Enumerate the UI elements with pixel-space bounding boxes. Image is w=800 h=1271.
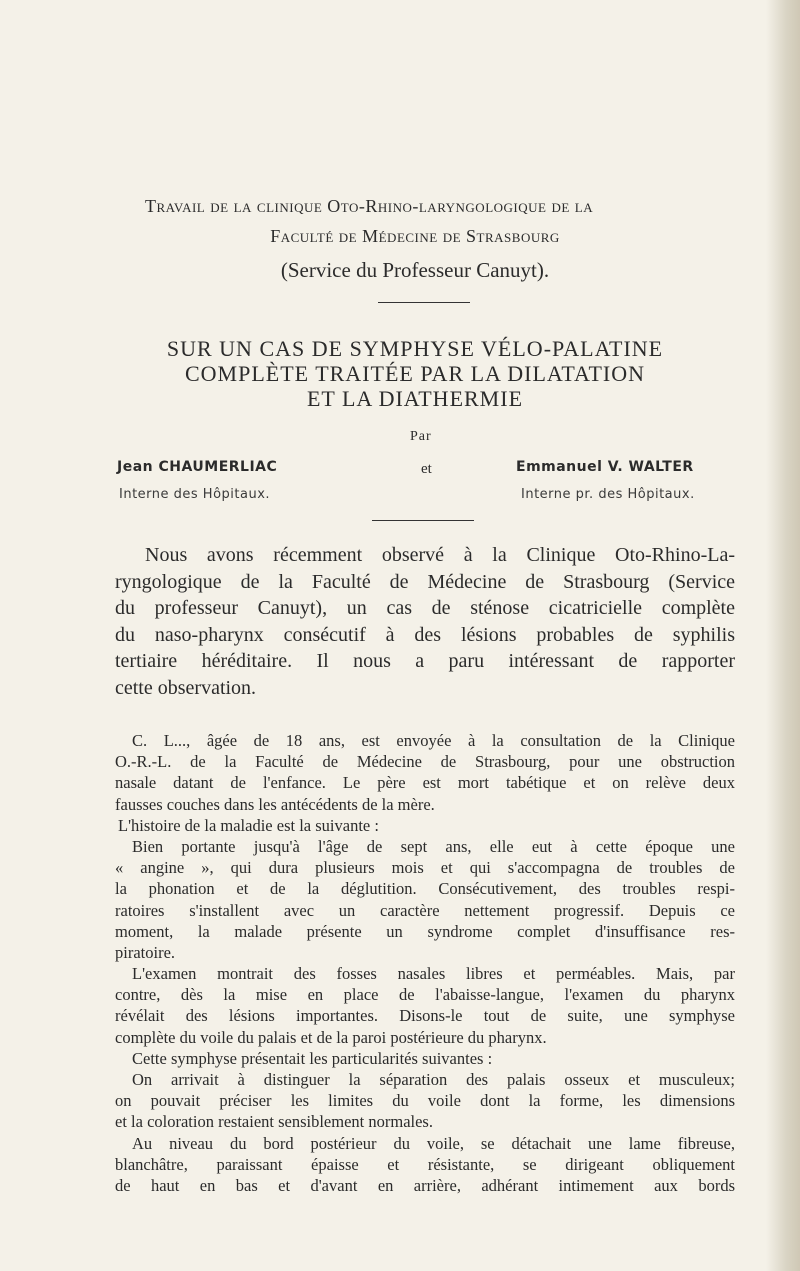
- author1-role: Interne des Hôpitaux.: [119, 487, 271, 502]
- body-line: C. L..., âgée de 18 ans, est envoyée à la consultation de la Clinique: [132, 731, 735, 750]
- body-line: fausses couches dans les antécédents de la mère.: [115, 794, 435, 814]
- divider-rule-bottom: [372, 520, 474, 521]
- author1-name: Jean CHAUMERLIAC: [117, 459, 278, 475]
- header-institution-line1: Travail de la clinique Oto-Rhino-laryngologique de la: [145, 196, 594, 216]
- intro-line: du professeur Canuyt), un cas de sténose cicatricielle complète: [115, 597, 735, 619]
- intro-line: cette observation.: [115, 676, 257, 699]
- article-title-line1: SUR UN CAS DE SYMPHYSE VÉLO-PALATINE: [166, 336, 664, 361]
- body-line: on pouvait préciser les limites du voile dont la forme, les dimensions: [115, 1091, 735, 1111]
- body-line: nasale datant de l'enfance. Le père est mort tabétique et on relève deux: [115, 773, 735, 793]
- intro-line: du naso-pharynx consécutif à des lésions probables de syphilis: [115, 623, 735, 646]
- body-line: Bien portante jusqu'à l'âge de sept ans, elle eut à cette époque une: [132, 836, 735, 856]
- body-line: ratoires s'installent avec un caractère nettement progressif. Depuis ce: [115, 900, 735, 920]
- header-service: (Service du Professeur Canuyt).: [280, 258, 550, 282]
- author2-name: Emmanuel V. WALTER: [516, 459, 694, 475]
- intro-paragraph: [115, 542, 735, 701]
- body-line: Cette symphyse présentait les particularités suivantes :: [132, 1048, 493, 1068]
- byline-et: et: [421, 461, 432, 477]
- page-edge-shadow: [766, 0, 800, 1271]
- body-line: révélait des lésions importantes. Disons-le tout de suite, une symphyse: [115, 1006, 735, 1026]
- body-line: de haut en bas et d'avant en arrière, adhérant intimement aux bords: [115, 1175, 735, 1195]
- observation-text: [115, 730, 735, 1196]
- body-line: L'examen montrait des fosses nasales libres et perméables. Mais, par: [132, 964, 735, 984]
- divider-rule-top: [378, 302, 470, 303]
- body-line: On arrivait à distinguer la séparation des palais osseux et musculeux;: [132, 1070, 735, 1089]
- body-line: O.-R.-L. de la Faculté de Médecine de Strasbourg, pour une obstruction: [115, 752, 735, 772]
- intro-line: tertiaire héréditaire. Il nous a paru intéressant de rapporter: [115, 650, 735, 672]
- body-line: piratoire.: [115, 942, 176, 962]
- body-line: et la coloration restaient sensiblement normales.: [115, 1112, 433, 1132]
- article-title-line2: COMPLÈTE TRAITÉE PAR LA DILATATION: [184, 361, 645, 386]
- body-line: « angine », qui dura plusieurs mois et qui s'accompagna de troubles de: [115, 858, 735, 878]
- body-line: moment, la malade présente un syndrome complet d'insuffisance res-: [115, 921, 735, 941]
- author2-role: Interne pr. des Hôpitaux.: [521, 487, 695, 502]
- intro-line: ryngologique de la Faculté de Médecine de Strasbourg (Service: [115, 570, 735, 593]
- body-line: blanchâtre, paraissant épaisse et résistante, se dirigeant obliquement: [115, 1154, 735, 1174]
- body-line: L'histoire de la maladie est la suivante :: [118, 815, 379, 835]
- byline-par: Par: [410, 429, 432, 444]
- body-line: la phonation et de la déglutition. Consécutivement, des troubles respi-: [115, 879, 735, 899]
- body-line: complète du voile du palais et de la paroi postérieure du pharynx.: [115, 1027, 547, 1047]
- intro-line: Nous avons récemment observé à la Clinique Oto-Rhino-La-: [145, 544, 735, 566]
- body-line: contre, dès la mise en place de l'abaisse-langue, l'examen du pharynx: [115, 985, 735, 1005]
- body-line: Au niveau du bord postérieur du voile, se détachait une lame fibreuse,: [132, 1133, 735, 1153]
- header-institution-line2: Faculté de Médecine de Strasbourg: [270, 226, 560, 246]
- article-title-line3: ET LA DIATHERMIE: [306, 386, 524, 411]
